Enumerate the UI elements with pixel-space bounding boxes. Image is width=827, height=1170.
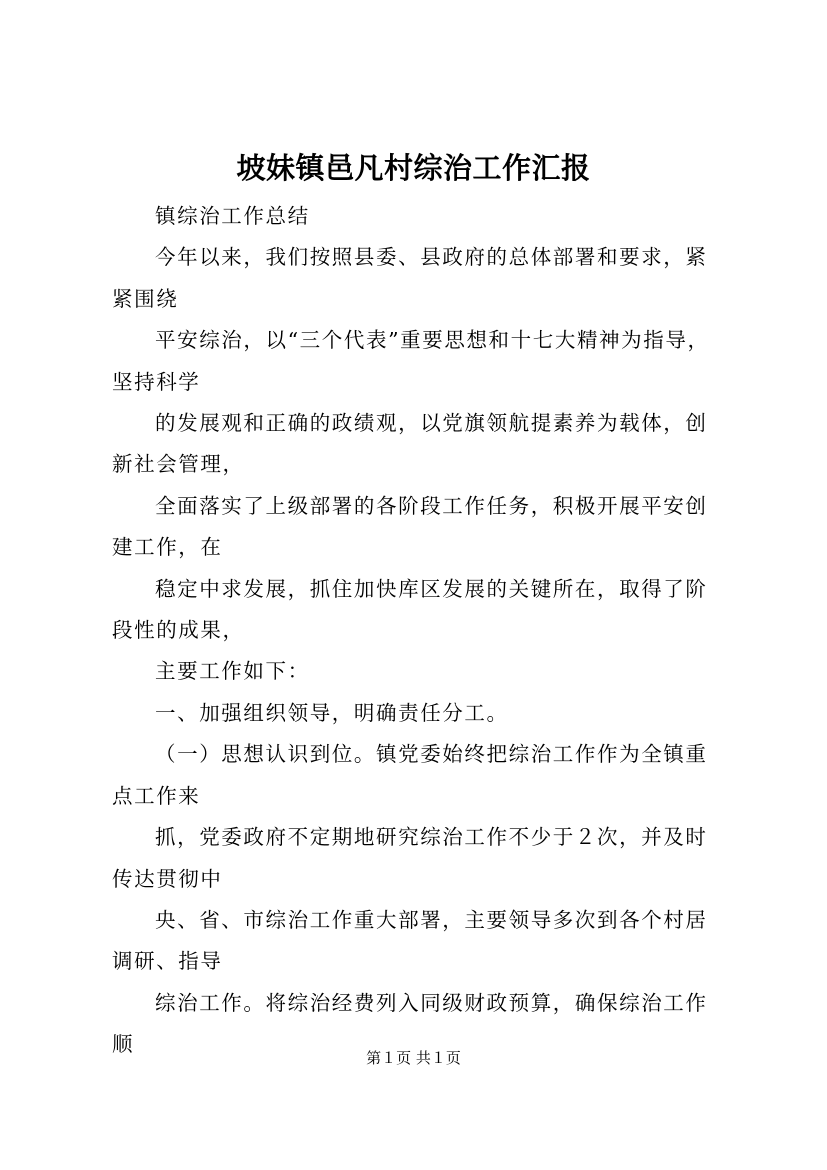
paragraph: 今年以来，我们按照县委、县政府的总体部署和要求，紧紧围绕 [112,245,708,311]
paragraph: 抓，党委政府不定期地研究综治工作不少于２次，并及时传达贯彻中 [112,825,708,891]
paragraph: 平安综治，以“三个代表”重要思想和十七大精神为指导，坚持科学 [112,328,710,394]
document-title: 坡妹镇邑凡村综治工作汇报 [236,151,591,185]
paragraph: 的发展观和正确的政绩观，以党旗领航提素养为载体，创新社会管理， [112,411,708,477]
paragraph: 稳定中求发展，抓住加快库区发展的关键所在，取得了阶段性的成果， [112,576,708,643]
paragraph: 全面落实了上级部署的各阶段工作任务，积极开展平安创建工作，在 [112,493,708,560]
paragraph: 一、加强组织领导，明确责任分工。 [155,700,509,725]
paragraph: （一）思想认识到位。镇党委始终把综治工作作为全镇重点工作来 [112,742,708,808]
paragraph: 镇综治工作总结 [155,204,310,228]
paragraph: 主要工作如下： [155,659,310,684]
paragraph: 综治工作。将综治经费列入同级财政预算，确保综治工作顺 [112,990,708,1057]
page-footer: 第１页 共１页 [366,1049,461,1067]
document-body [112,196,722,1066]
paragraph: 央、省、市综治工作重大部署，主要领导多次到各个村居调研、指导 [112,907,708,974]
